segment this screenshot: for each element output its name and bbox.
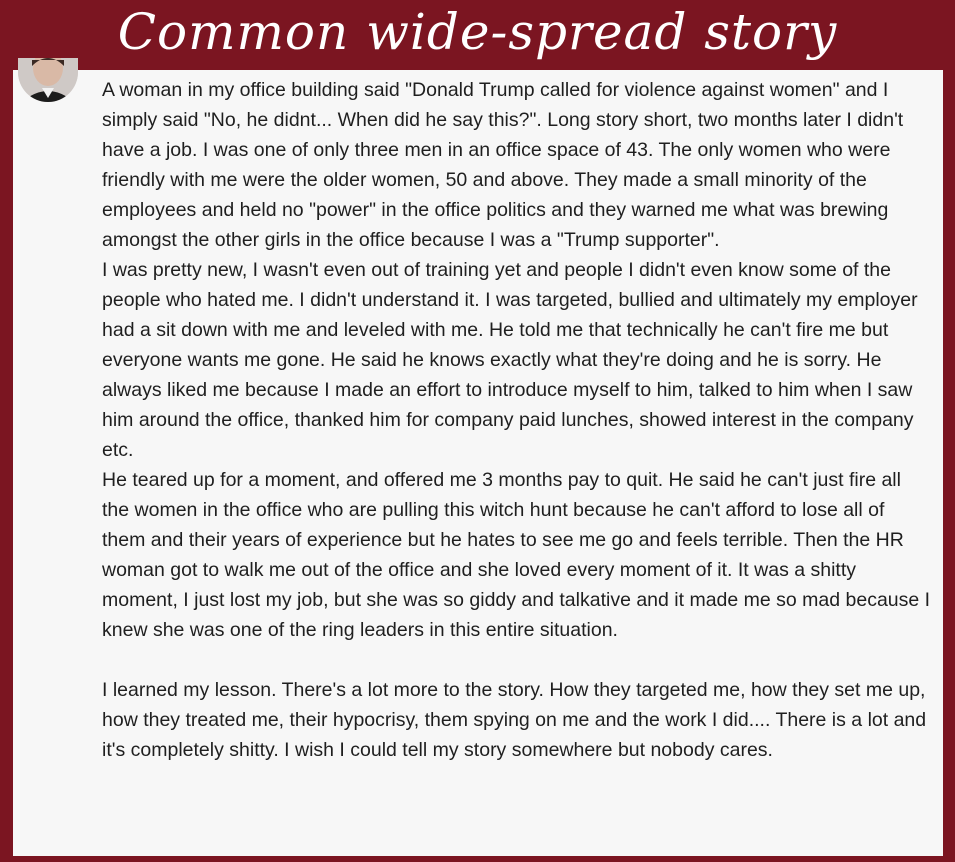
header-banner [0,0,955,70]
comment-paragraph: He teared up for a moment, and offered me 3 months pay to quit. He said he can't just fire all the women in the office who are pulling this witch hunt because he can't afford to lose all of them and their years of experience but he hates to see me go and feels terrible. Then the HR woman got to walk me out of the office and she loved every moment of it. It was a shitty moment, I just lost my job, but she was so giddy and talkative and it made me so mad because I knew she was one of the ring leaders in this entire situation. [102,469,931,641]
comment-paragraph: A woman in my office building said "Donald Trump called for violence against women" and I simply said "No, he didnt... When did he say this?". Long story short, two months later I didn't have a job. I was one of only three men in an office space of 43. The only women who were friendly with me were the older women, 50 and above. They made a small minority of the employees and held no "power" in the office politics and they warned me what was brewing amongst the other girls in the office because I was a "Trump supporter". [102,79,904,251]
comment-paragraph: I learned my lesson. There's a lot more to the story. How they targeted me, how they set me up, how they treated me, their hypocrisy, them spying on me and the work I did.... There is a lot and it's completely shitty. I wish I could tell my story somewhere but nobody cares. [102,679,927,761]
comment-body [102,75,932,765]
user-avatar-icon[interactable] [18,58,78,102]
comment-card [13,70,943,856]
banner-title: Common wide-spread story [117,3,838,61]
comment-paragraph: I was pretty new, I wasn't even out of training yet and people I didn't even know some of the people who hated me. I didn't understand it. I was targeted, bullied and ultimately my employer had a sit down with me and leveled with me. He told me that technically he can't fire me but everyone wants me gone. He said he knows exactly what they're doing and he is sorry. He always liked me because I made an effort to introduce myself to him, talked to him when I saw him around the office, thanked him for company paid lunches, showed interest in the company etc. [102,259,918,461]
